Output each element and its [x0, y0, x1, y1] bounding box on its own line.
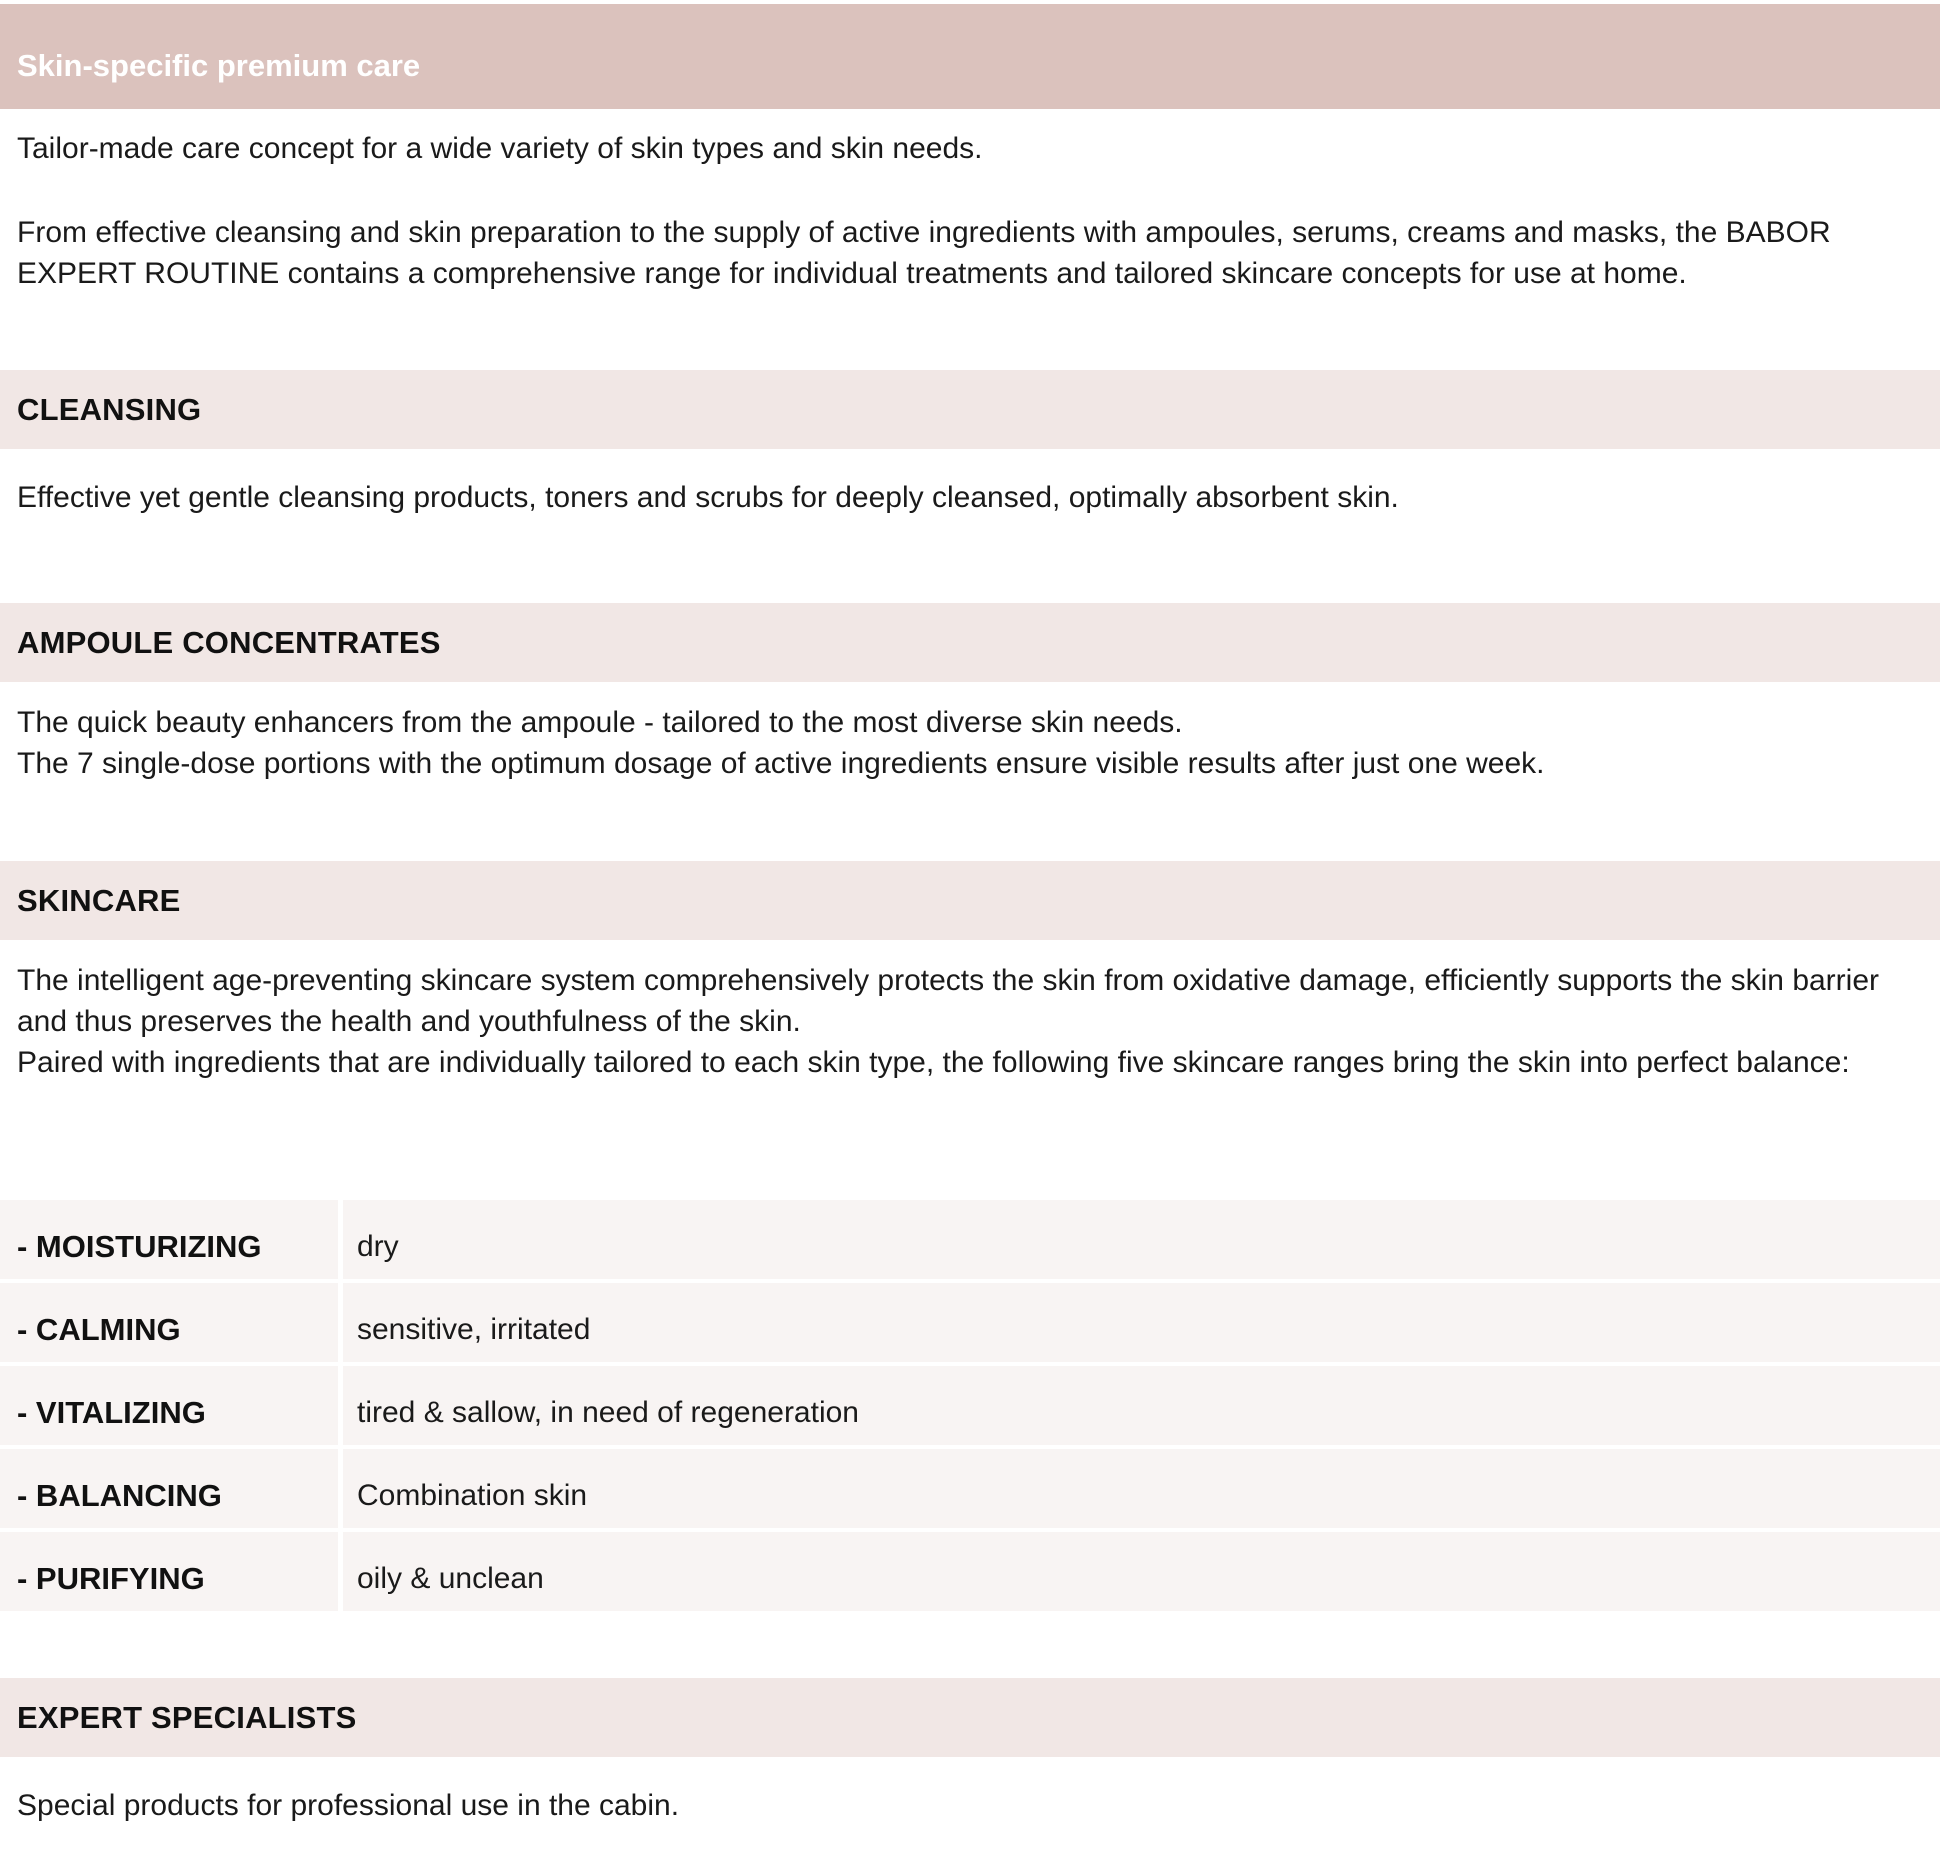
section-heading-ampoule: AMPOULE CONCENTRATES [17, 625, 441, 660]
range-skin-type: sensitive, irritated [357, 1313, 591, 1346]
range-skin-type-cell [343, 1449, 1940, 1528]
intro-paragraph-1 [17, 128, 1927, 169]
table-row [0, 1366, 1940, 1445]
range-skin-type-cell [343, 1366, 1940, 1445]
table-row [0, 1283, 1940, 1362]
section-header-expert [0, 1678, 1940, 1757]
section-body-skincare [17, 960, 1927, 1083]
section-body-expert [17, 1785, 1927, 1826]
range-name: - VITALIZING [17, 1395, 206, 1430]
range-name-cell [0, 1366, 338, 1445]
section-heading-skincare: SKINCARE [17, 883, 181, 918]
range-name: - BALANCING [17, 1478, 222, 1513]
range-name-cell [0, 1449, 338, 1528]
section-body-cleansing [17, 477, 1927, 518]
skincare-ranges-table [0, 1200, 1940, 1612]
table-row [0, 1532, 1940, 1611]
cleansing-text: Effective yet gentle cleansing products, toners and scrubs for deeply cleansed, optimally absorbent skin. [17, 481, 1399, 514]
intro-paragraph-2 [17, 212, 1927, 294]
table-row [0, 1200, 1940, 1279]
section-header-skincare [0, 861, 1940, 940]
section-heading-expert: EXPERT SPECIALISTS [17, 1700, 357, 1735]
range-skin-type-cell [343, 1283, 1940, 1362]
title-bar [0, 4, 1940, 109]
expert-text: Special products for professional use in the cabin. [17, 1789, 680, 1822]
range-name-cell [0, 1283, 338, 1362]
section-body-ampoule [17, 702, 1927, 784]
range-skin-type: oily & unclean [357, 1562, 544, 1595]
range-name-cell [0, 1532, 338, 1611]
ampoule-text-1: The quick beauty enhancers from the ampoule - tailored to the most diverse skin needs. [17, 706, 1183, 739]
range-skin-type: Combination skin [357, 1479, 588, 1512]
range-name: - MOISTURIZING [17, 1229, 262, 1264]
page-title: Skin-specific premium care [17, 48, 421, 83]
range-skin-type-cell [343, 1532, 1940, 1611]
section-header-ampoule [0, 603, 1940, 682]
section-header-cleansing [0, 370, 1940, 449]
ampoule-text-2: The 7 single-dose portions with the optimum dosage of active ingredients ensure visible results after just one week. [17, 747, 1545, 780]
range-name-cell [0, 1200, 338, 1279]
range-name: - CALMING [17, 1312, 181, 1347]
range-name: - PURIFYING [17, 1561, 205, 1596]
intro-text-1: Tailor-made care concept for a wide variety of skin types and skin needs. [17, 132, 983, 165]
skincare-text-2: Paired with ingredients that are individually tailored to each skin type, the following five skincare ranges bring the skin into perfect balance: [17, 1046, 1850, 1079]
range-skin-type: dry [357, 1230, 399, 1263]
range-skin-type-cell [343, 1200, 1940, 1279]
table-row [0, 1449, 1940, 1528]
section-heading-cleansing: CLEANSING [17, 392, 202, 427]
range-skin-type: tired & sallow, in need of regeneration [357, 1396, 859, 1429]
intro-text-2: From effective cleansing and skin preparation to the supply of active ingredients with ampoules, serums, creams and masks, the BABOR EXPERT ROUTINE contains a comprehensive range for individual treatments and tailored skincare concepts for use at home. [17, 216, 1831, 290]
skincare-text-1: The intelligent age-preventing skincare system comprehensively protects the skin from oxidative damage, efficiently supports the skin barrier and thus preserves the health and youthfulness of the skin. [17, 964, 1880, 1038]
